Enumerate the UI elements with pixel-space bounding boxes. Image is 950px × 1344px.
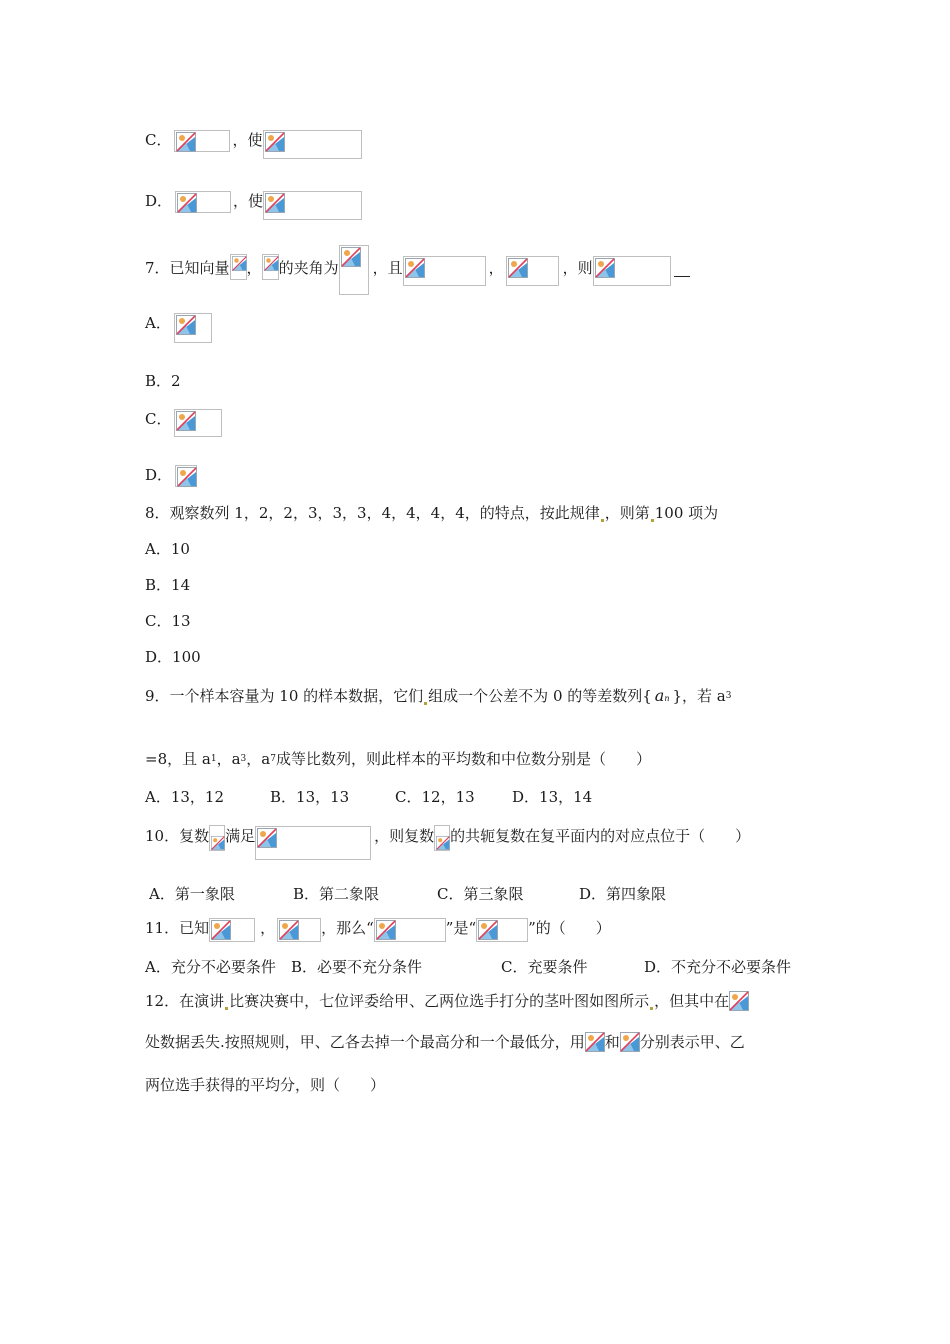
- text: ，且: [372, 259, 403, 277]
- option-d: D．13，14: [512, 788, 593, 806]
- formula-image-icon: [374, 918, 446, 942]
- text: 的夹角为: [278, 259, 339, 277]
- formula-image-icon: [277, 918, 321, 942]
- question-text: 9．一个样本容量为 10 的样本数据，它们: [145, 687, 424, 705]
- option-b: B．第二象限: [293, 885, 380, 903]
- option-a: A．充分不必要条件: [145, 958, 276, 976]
- formula-image-icon: [175, 191, 231, 213]
- subscript: 7: [270, 754, 276, 764]
- question-text: ，a: [246, 750, 271, 768]
- option-d: D．第四象限: [579, 885, 667, 903]
- option-a: A．13，12: [145, 788, 225, 806]
- q8-option-b: [145, 575, 190, 595]
- q7-option-d: [145, 465, 197, 487]
- marker-dot: [650, 1007, 653, 1010]
- question-text: 成等比数列，则此样本的平均数和中位数分别是（ ）: [275, 750, 651, 768]
- question-text: 分别表示甲、乙: [639, 1033, 745, 1051]
- q7-option-a: [145, 313, 212, 343]
- angle-image-icon: [339, 245, 369, 295]
- an-letter: a: [654, 686, 665, 705]
- q8-option-a: [145, 539, 190, 559]
- question-text: 100 项为: [654, 504, 719, 522]
- formula-image-icon: [174, 313, 212, 343]
- question-text: ”是“: [445, 919, 477, 937]
- option-b: B．必要不充分条件: [291, 958, 423, 976]
- formula-image-icon: [476, 918, 528, 942]
- formula-image-icon: [620, 1032, 640, 1052]
- option-text: A．10: [145, 540, 190, 558]
- q8-option-c: [145, 611, 191, 631]
- formula-image-icon: [263, 130, 362, 159]
- question-text: 11．已知: [145, 919, 210, 937]
- formula-image-icon: [255, 826, 371, 860]
- q9-stem-line1: [145, 686, 732, 709]
- q10-options: [149, 884, 666, 904]
- q9-stem-line2: [145, 749, 651, 769]
- option-text: D．100: [145, 648, 201, 666]
- formula-image-icon: [263, 191, 362, 220]
- marker-dot: [651, 519, 654, 522]
- subscript: 1: [210, 754, 217, 764]
- marker-dot: [424, 702, 427, 705]
- question-text: 两位选手获得的平均分，则（ ）: [145, 1076, 386, 1094]
- question-text: 和: [604, 1033, 620, 1051]
- q7-option-b: [145, 371, 181, 391]
- option-label: D．: [145, 192, 173, 210]
- option-c: C．第三象限: [437, 885, 524, 903]
- option-b: B．13，13: [270, 788, 350, 806]
- question-text: 10．复数: [145, 827, 210, 845]
- option-d: D．不充分不必要条件: [644, 958, 792, 976]
- formula-image-icon: [174, 130, 230, 152]
- option-a: A．第一象限: [149, 885, 235, 903]
- q11-stem: [145, 918, 611, 942]
- vector-a-image-icon: [230, 254, 247, 280]
- question-text: }，若 a: [672, 687, 726, 705]
- option-c: C．12，13: [395, 788, 475, 806]
- option-label: C．: [145, 131, 172, 149]
- q8-stem: [145, 503, 718, 523]
- answer-blank: [674, 258, 690, 277]
- option-text: C．13: [145, 612, 191, 630]
- formula-image-icon: [585, 1032, 605, 1052]
- z-image-icon: [434, 825, 450, 851]
- text: ，: [260, 919, 276, 937]
- q6-option-d: [145, 191, 362, 220]
- question-text: ，则第: [604, 504, 650, 522]
- q8-option-d: [145, 647, 201, 667]
- formula-image-icon: [175, 465, 197, 487]
- question-text: 8．观察数列 1，2，2，3，3，3，4，4，4，4，的特点，按此规律: [145, 504, 600, 522]
- q6-option-c: [145, 130, 362, 159]
- option-label: D．: [145, 466, 173, 484]
- formula-image-icon: [403, 256, 486, 286]
- vector-b-image-icon: [262, 254, 279, 280]
- question-text: ，那么“: [321, 919, 374, 937]
- text: ，: [488, 259, 504, 277]
- q7-stem: [145, 258, 690, 295]
- formula-image-icon: [174, 409, 222, 437]
- subscript: 3: [240, 754, 247, 764]
- question-text: 满足: [225, 827, 256, 845]
- q12-stem-line1: [145, 991, 749, 1011]
- formula-image-icon: [209, 918, 255, 942]
- option-text: B．2: [145, 372, 181, 390]
- marker-dot: [225, 1007, 228, 1010]
- q11-options: [145, 957, 791, 977]
- an-subscript: n: [664, 694, 670, 703]
- q12-stem-line2: [145, 1032, 745, 1052]
- sequence-an: [655, 686, 670, 709]
- text: ，使: [232, 131, 263, 149]
- question-text: =8，且 a: [145, 750, 211, 768]
- question-text: 组成一个公差不为 0 的等差数列{: [428, 687, 652, 705]
- text: ，则: [562, 259, 593, 277]
- question-text: 7．已知向量: [145, 259, 230, 277]
- option-label: A．: [145, 314, 171, 332]
- z-image-icon: [209, 825, 225, 851]
- option-label: C．: [145, 410, 172, 428]
- question-text: ，a: [216, 750, 241, 768]
- question-text: ，则复数: [374, 827, 435, 845]
- q9-options: [145, 787, 592, 807]
- answer-image-icon: [593, 256, 671, 286]
- question-text: ”的（ ）: [528, 919, 611, 937]
- formula-image-icon: [506, 256, 559, 286]
- formula-image-icon: [729, 991, 749, 1011]
- option-text: B．14: [145, 576, 191, 594]
- question-text: 的共轭复数在复平面内的对应点位于（ ）: [450, 827, 751, 845]
- question-text: 处数据丢失.按照规则，甲、乙各去掉一个最高分和一个最低分，用: [145, 1033, 585, 1051]
- text: ，: [246, 259, 262, 277]
- text: ，使: [233, 192, 264, 210]
- question-text: ，但其中在: [654, 992, 730, 1010]
- subscript: 3: [725, 691, 732, 701]
- question-text: 比赛决赛中，七位评委给甲、乙两位选手打分的茎叶图如图所示: [229, 992, 650, 1010]
- marker-dot: [601, 519, 604, 522]
- q10-stem: [145, 826, 750, 860]
- q12-stem-line3: [145, 1075, 385, 1095]
- option-c: C．充要条件: [501, 958, 588, 976]
- question-text: 12．在演讲: [145, 992, 225, 1010]
- q7-option-c: [145, 409, 222, 437]
